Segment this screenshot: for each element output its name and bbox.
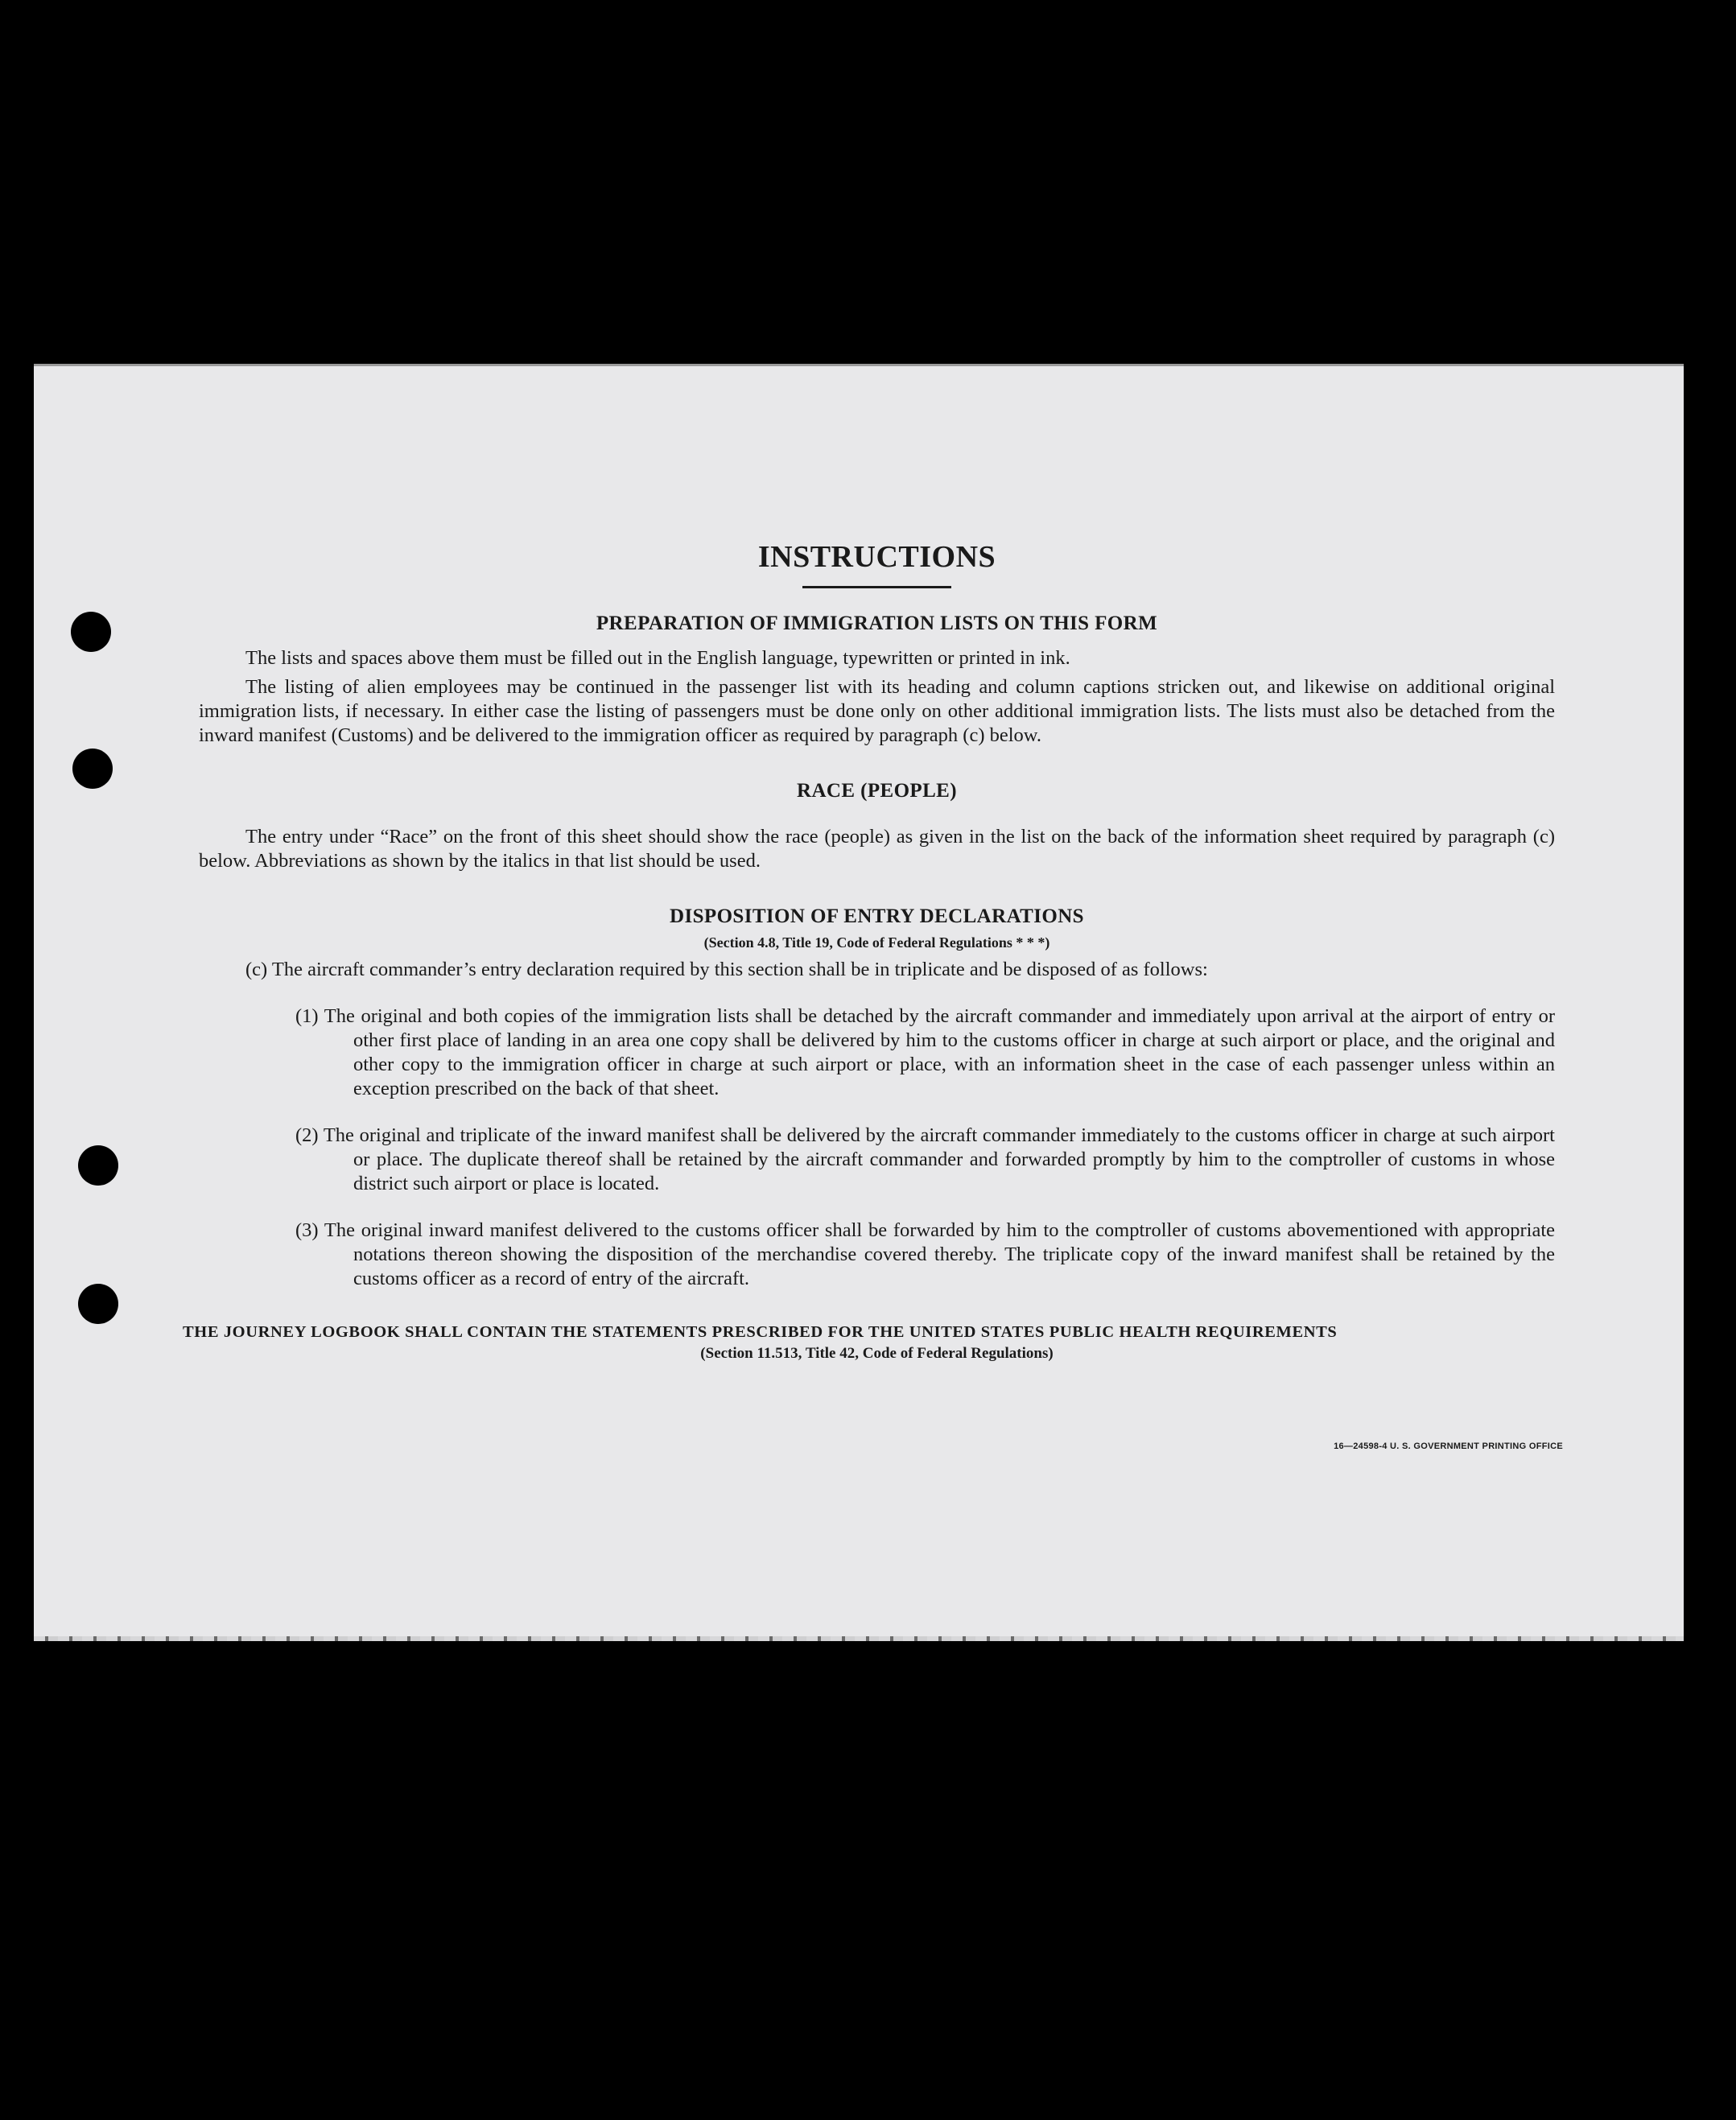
form-sheet <box>34 364 1684 1636</box>
list-item <box>295 1004 1555 1101</box>
preparation-heading: PREPARATION OF IMMIGRATION LISTS ON THIS FORM <box>596 612 1158 634</box>
item-number: (1) <box>295 1005 319 1027</box>
punch-hole <box>78 1284 118 1324</box>
item-number: (3) <box>295 1219 319 1241</box>
instructions-content <box>183 539 1556 1363</box>
printer-imprint: 16—24598-4 U. S. GOVERNMENT PRINTING OFFICE <box>1334 1442 1563 1451</box>
preparation-paragraph-1: The lists and spaces above them must be filled out in the English language, typewritten or printed in ink. <box>245 647 1070 669</box>
clause-c-text: The aircraft commander’s entry declaration required by this section shall be in triplicate and be disposed of as follows: <box>271 959 1208 980</box>
clause-c <box>245 958 1555 982</box>
title-underline <box>802 586 951 588</box>
race-heading: RACE (PEOPLE) <box>797 780 957 802</box>
disposition-reference: (Section 4.8, Title 19, Code of Federal Regulations * * *) <box>703 934 1050 951</box>
clause-c-label: (c) <box>245 959 268 980</box>
list-item <box>295 1124 1555 1196</box>
disposition-heading: DISPOSITION OF ENTRY DECLARATIONS <box>670 905 1084 927</box>
health-requirements-statement: THE JOURNEY LOGBOOK SHALL CONTAIN THE STATEMENTS PRESCRIBED FOR THE UNITED STATES PUBLIC HEALTH REQUIREMENTS <box>183 1323 1338 1341</box>
punch-hole <box>71 612 111 652</box>
item-text: The original and triplicate of the inward manifest shall be delivered by the aircraft commander immediately to the customs officer in charge at such airport or place. The duplicate thereof shall be retained by the aircraft commander and forwarded promptly by him to the comptroller of customs in whose district such airport or place is located. <box>323 1124 1555 1194</box>
item-number: (2) <box>295 1124 319 1146</box>
item-text: The original inward manifest delivered to the customs officer shall be forwarded by him to the comptroller of customs abovementioned with appropriate notations thereon showing the disposition of the merchandise covered thereby. The triplicate copy of the inward manifest shall be retained by the customs officer as a record of entry of the aircraft. <box>324 1219 1555 1289</box>
preparation-paragraph-2: The listing of alien employees may be continued in the passenger list with its heading and column captions stricken out, and likewise on additional original immigration lists, if necessary. In either case the listing of passengers must be done only on other additional immigration lists. The lists must also be detached from the inward manifest (Customs) and be delivered to the immigration officer as required by paragraph (c) below. <box>199 676 1555 746</box>
item-text: The original and both copies of the immigration lists shall be detached by the aircraft commander and immediately upon arrival at the airport of entry or other first place of landing in an area one copy shall be delivered by him to the customs officer in charge at such airport or place, and the original and other copy to the immigration officer in charge at such airport or place, with an information sheet in the case of each passenger unless within an exception prescribed on the back of that sheet. <box>324 1005 1556 1099</box>
punch-hole <box>72 749 113 789</box>
list-item <box>295 1219 1555 1291</box>
page-title: INSTRUCTIONS <box>757 540 996 574</box>
punch-hole <box>78 1145 118 1186</box>
race-paragraph: The entry under “Race” on the front of this sheet should show the race (people) as given in the list on the back of the information sheet required by paragraph (c) below. Abbreviations as shown by the italics in that list should be used. <box>199 826 1555 872</box>
health-requirements-reference: (Section 11.513, Title 42, Code of Federal Regulations) <box>700 1345 1054 1362</box>
